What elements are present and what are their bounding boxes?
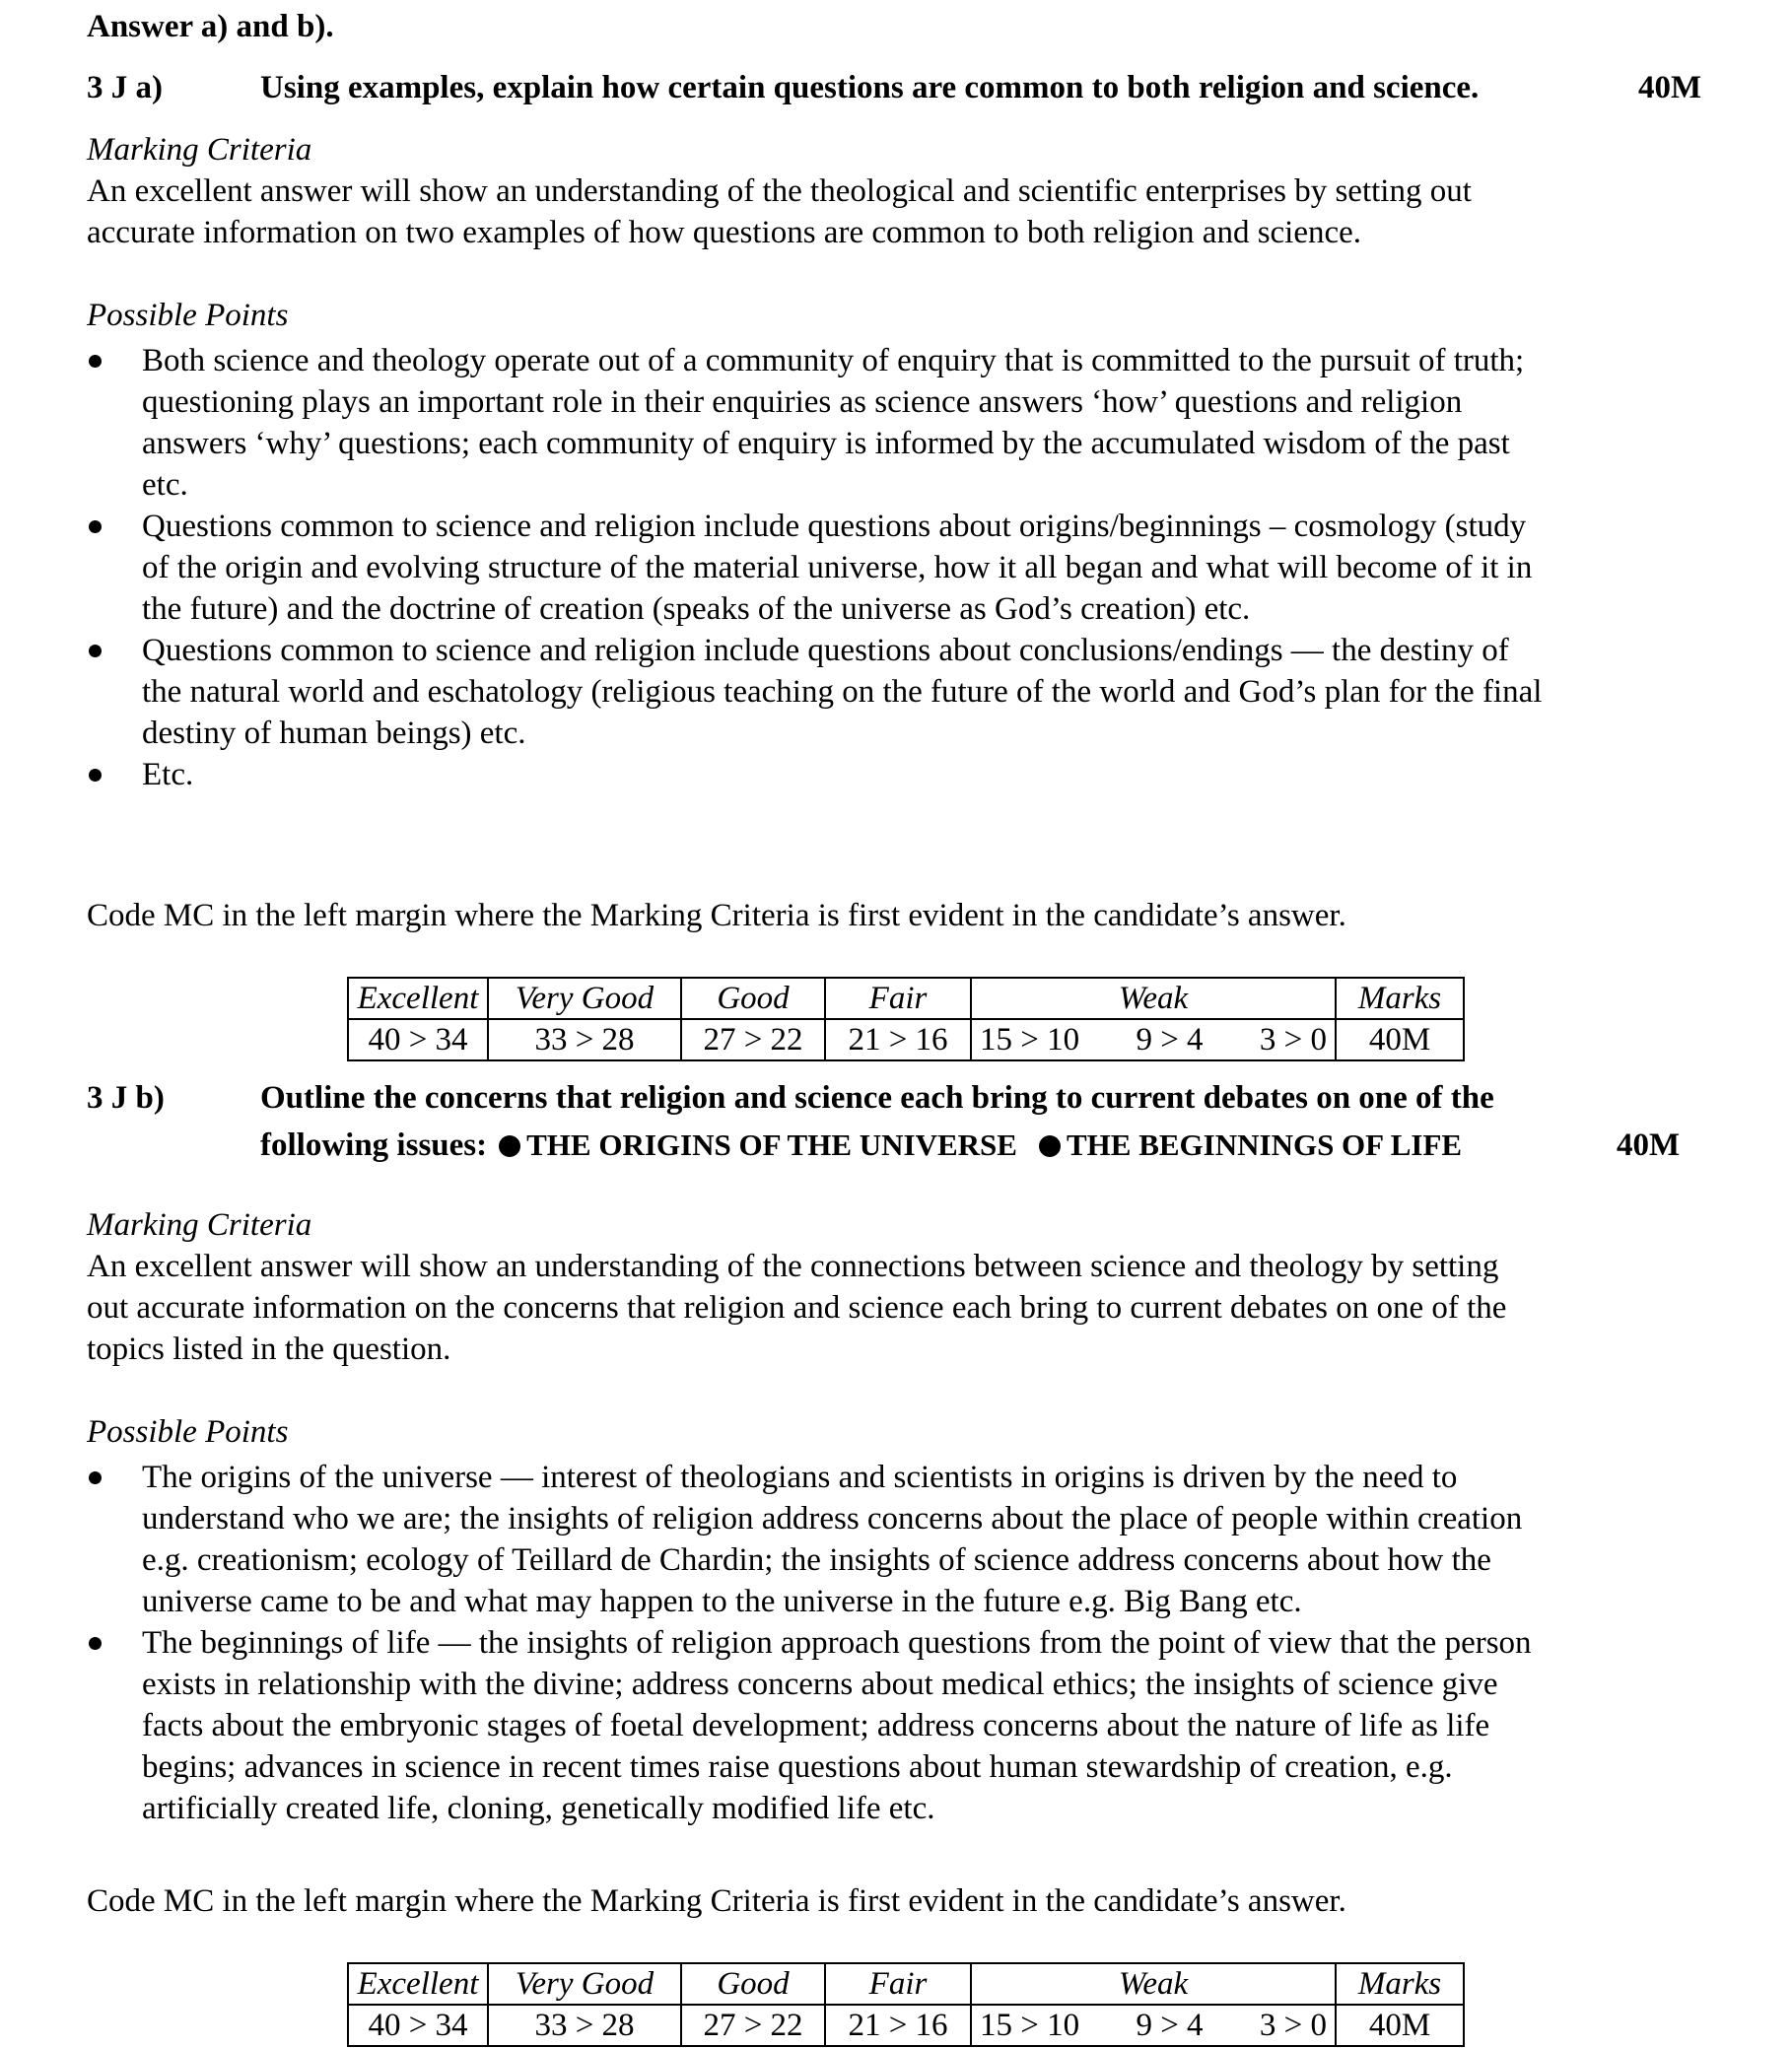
grade-range: 21 > 16 (825, 1019, 971, 1060)
grade-range: 27 > 22 (681, 2005, 825, 2046)
question-a-code-note: Code MC in the left margin where the Marking Criteria is first evident in the candidate’s answer. (87, 898, 1346, 933)
question-b-points-heading: Possible Points (87, 1414, 289, 1450)
grade-table-a (347, 977, 1465, 1061)
list-item: Questions common to science and religion include questions about origins/beginnings – cosmology (study of the origin and evolving structure of the material universe, how it all began and what will become of it in the future) and the doctrine of creation (speaks of the universe as God’s creation) etc. (87, 506, 1743, 630)
grade-header: Very Good (488, 978, 681, 1019)
grade-range: 33 > 28 (488, 1019, 681, 1060)
bullet-icon (89, 645, 102, 657)
bullet-icon (89, 355, 102, 368)
question-a-criteria-line: accurate information on two examples of how questions are common to both religion and science. (87, 215, 1362, 250)
grade-header: Very Good (488, 1963, 681, 2005)
bullet-icon (1039, 1135, 1061, 1157)
intro-instruction: Answer a) and b). (87, 9, 334, 44)
question-b-issues-line (260, 1125, 1462, 1166)
question-b-text-line1: Outline the concerns that religion and science each bring to current debates on one of the (260, 1080, 1494, 1116)
bullet-icon (89, 1637, 102, 1650)
grade-range: 21 > 16 (825, 2005, 971, 2046)
question-a-criteria-heading: Marking Criteria (87, 132, 312, 168)
grade-header: Good (681, 978, 825, 1019)
bullet-icon (499, 1135, 520, 1157)
grade-total: 40M (1336, 2005, 1464, 2046)
question-a-number: 3 J a) (87, 70, 163, 105)
bullet-icon (89, 769, 102, 782)
weak-ranges (971, 2005, 1336, 2046)
grade-range: 3 > 0 (1259, 2008, 1327, 2043)
question-b-marks: 40M (1617, 1127, 1681, 1163)
list-item: Both science and theology operate out of a community of enquiry that is committed to the pursuit of truth; questioning plays an important role in their enquiries as science answers ‘how’ questions and religion answers ‘why’ questions; each community of enquiry is informed by the accumulated wisdom of the past etc. (87, 340, 1743, 506)
grade-table-b (347, 1962, 1465, 2047)
question-b-criteria-heading: Marking Criteria (87, 1207, 312, 1243)
grade-header: Excellent (348, 1963, 488, 2005)
issue-beginnings-life: THE BEGINNINGS OF LIFE (1066, 1127, 1463, 1162)
question-b-code-note: Code MC in the left margin where the Marking Criteria is first evident in the candidate’s answer. (87, 1883, 1346, 1919)
grade-header: Excellent (348, 978, 488, 1019)
grade-header: Weak (971, 978, 1336, 1019)
question-b-points-list (87, 1457, 1743, 1829)
question-b-criteria-line: An excellent answer will show an understanding of the connections between science and theology by setting (87, 1249, 1499, 1284)
weak-ranges (971, 1019, 1336, 1060)
grade-range: 9 > 4 (1136, 2008, 1204, 2043)
grade-range: 40 > 34 (348, 1019, 488, 1060)
question-b-number: 3 J b) (87, 1080, 165, 1116)
grade-header: Marks (1336, 1963, 1464, 2005)
grade-header: Good (681, 1963, 825, 2005)
grade-range: 40 > 34 (348, 2005, 488, 2046)
grade-header: Fair (825, 978, 971, 1019)
list-item: Questions common to science and religion include questions about conclusions/endings — the destiny of the natural world and eschatology (religious teaching on the future of the world and God’s plan for the final destiny of human beings) etc. (87, 630, 1743, 754)
grade-header: Fair (825, 1963, 971, 2005)
grade-range: 15 > 10 (980, 1022, 1080, 1058)
issue-origins-universe: THE ORIGINS OF THE UNIVERSE (526, 1127, 1017, 1162)
grade-range: 15 > 10 (980, 2008, 1080, 2043)
question-a-marks: 40M (1638, 70, 1702, 105)
grade-range: 27 > 22 (681, 1019, 825, 1060)
grade-total: 40M (1336, 1019, 1464, 1060)
list-item: Etc. (87, 754, 1743, 795)
question-a-points-heading: Possible Points (87, 298, 289, 333)
question-b-prefix: following issues: (260, 1127, 488, 1163)
question-a-points-list (87, 340, 1743, 795)
question-a-criteria-line: An excellent answer will show an understanding of the theological and scientific enterprises by setting out (87, 173, 1472, 209)
question-a-text: Using examples, explain how certain questions are common to both religion and science. (260, 70, 1480, 105)
list-item: The beginnings of life — the insights of religion approach questions from the point of view that the person exists in relationship with the divine; address concerns about medical ethics; the insights of science give facts about the embryonic stages of foetal development; address concerns about the nature of life as life begins; advances in science in recent times raise questions about human stewardship of creation, e.g. artificially created life, cloning, genetically modified life etc. (87, 1622, 1743, 1829)
list-item: The origins of the universe — interest of theologians and scientists in origins is driven by the need to understand who we are; the insights of religion address concerns about the place of people within creation e.g. creationism; ecology of Teillard de Chardin; the insights of science address concerns about how the universe came to be and what may happen to the universe in the future e.g. Big Bang etc. (87, 1457, 1743, 1622)
bullet-icon (89, 520, 102, 533)
grade-range: 33 > 28 (488, 2005, 681, 2046)
grade-range: 3 > 0 (1259, 1022, 1327, 1058)
grade-header: Marks (1336, 978, 1464, 1019)
grade-header: Weak (971, 1963, 1336, 2005)
grade-range: 9 > 4 (1136, 1022, 1204, 1058)
question-b-criteria-line: out accurate information on the concerns that religion and science each bring to current debates on one of the (87, 1290, 1507, 1326)
bullet-icon (89, 1471, 102, 1484)
question-b-criteria-line: topics listed in the question. (87, 1331, 451, 1367)
